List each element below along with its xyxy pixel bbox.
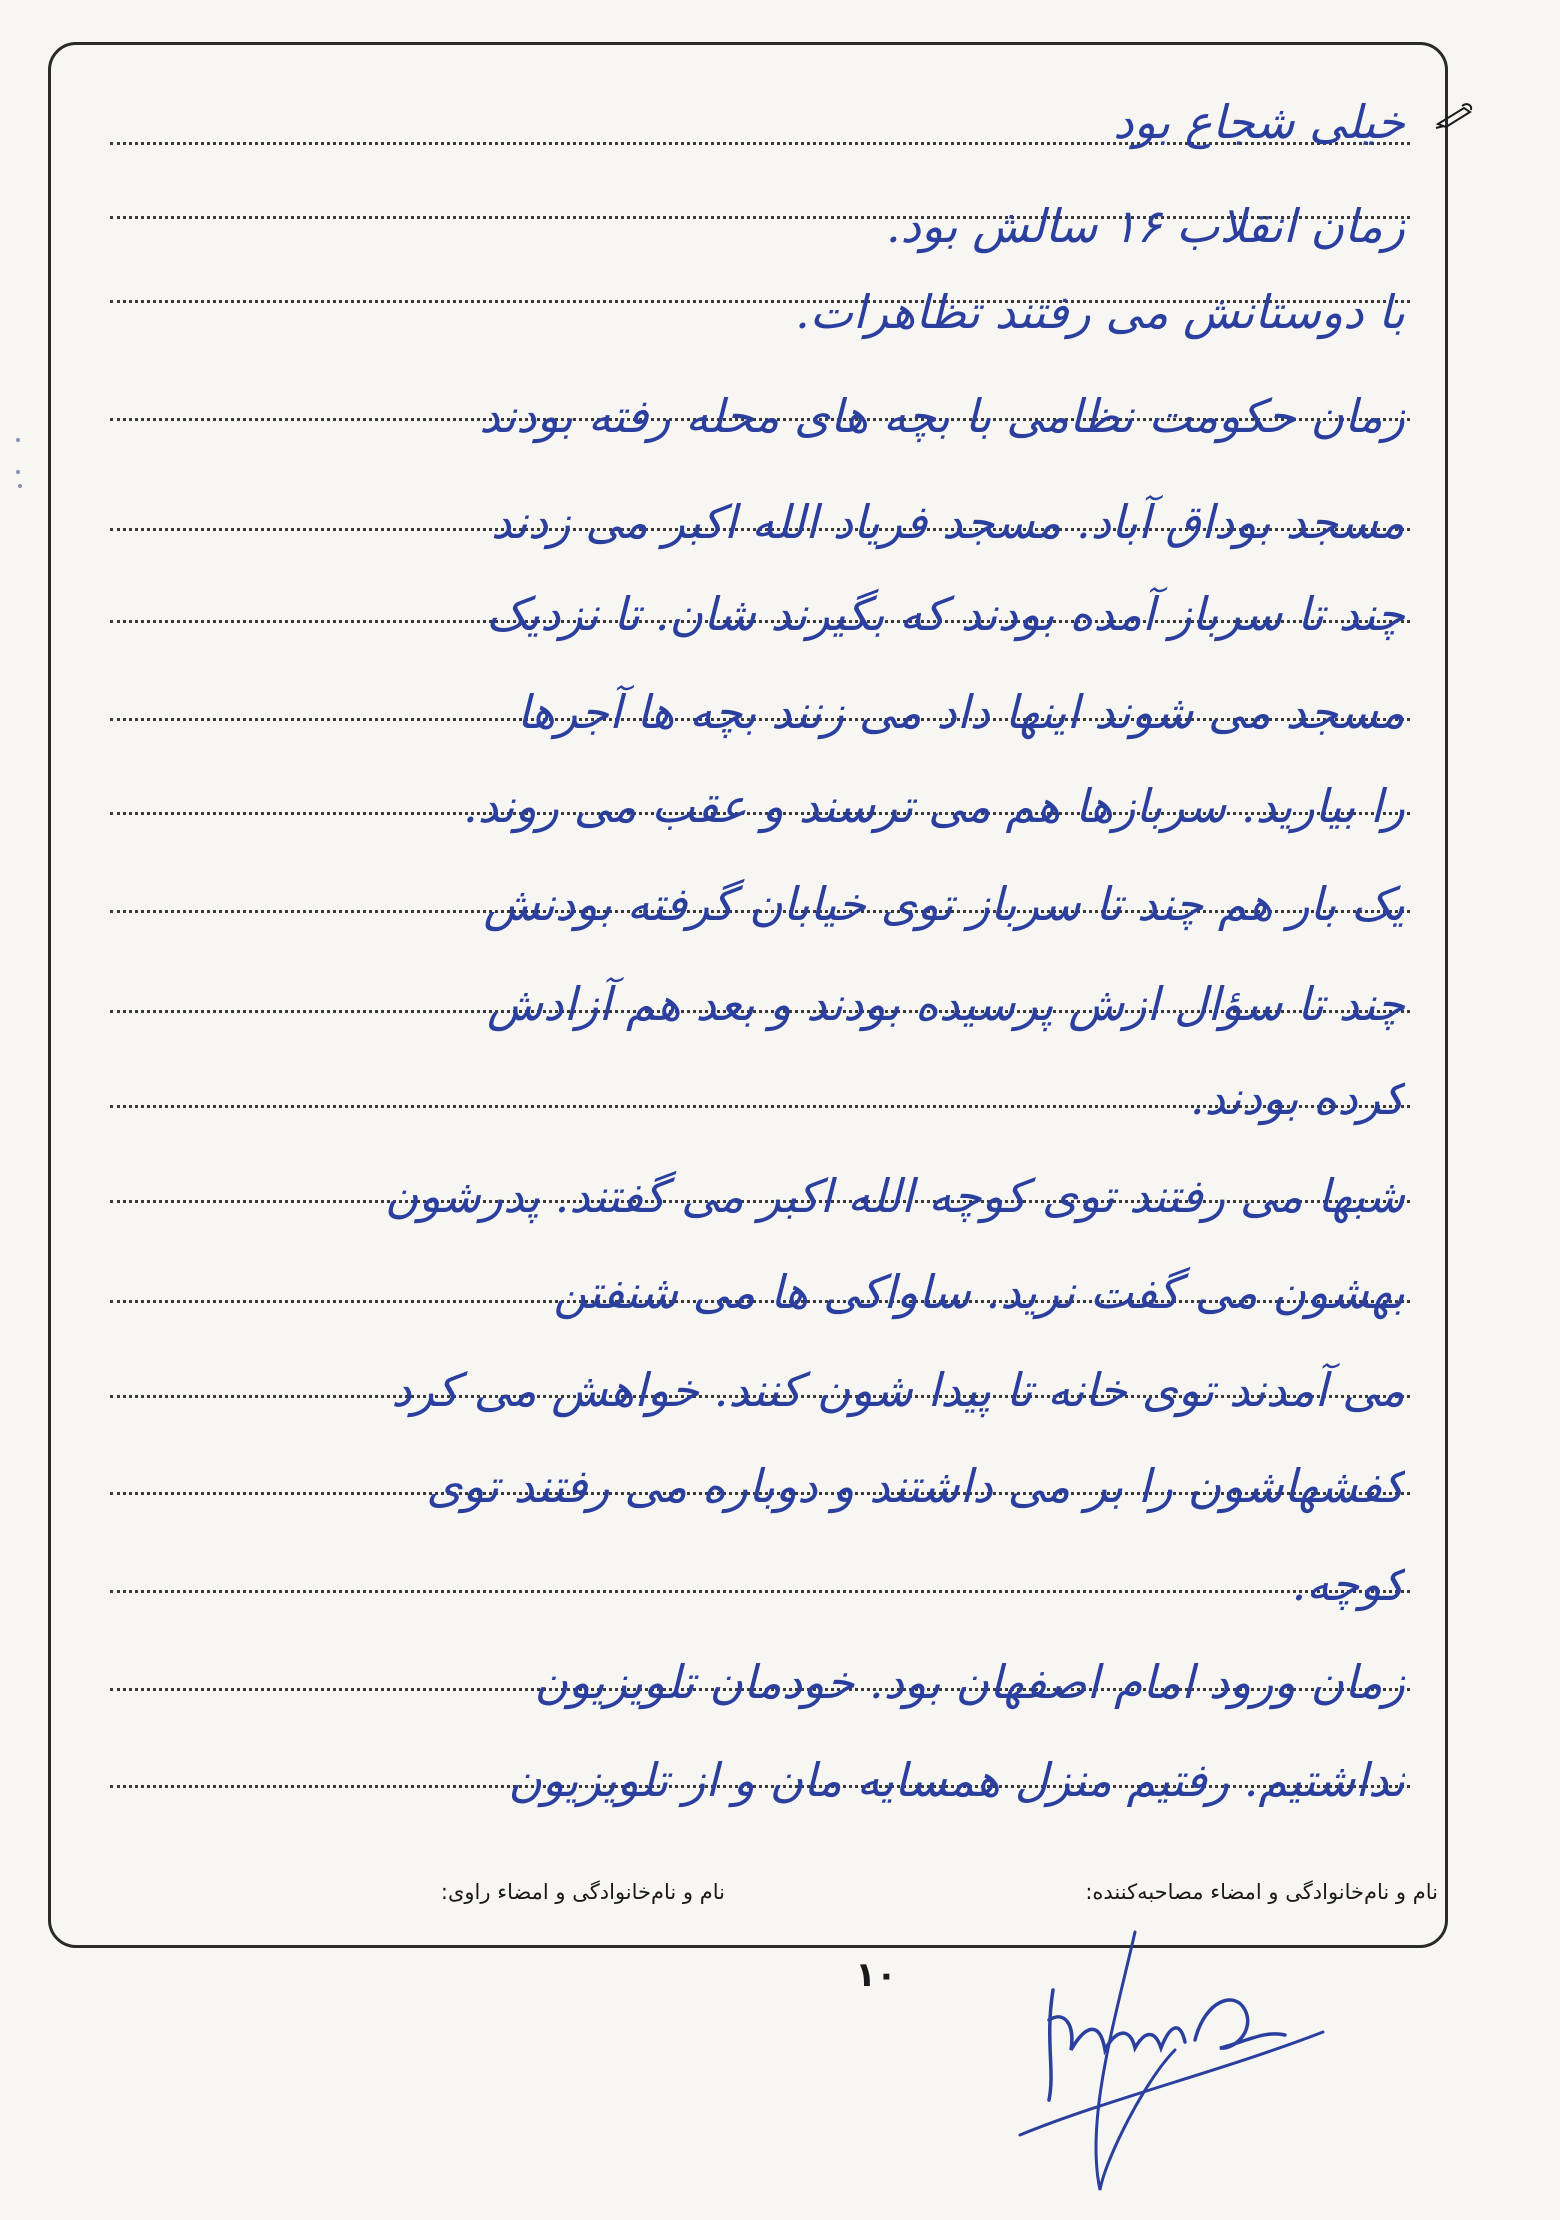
interviewer-signature-label: نام و نام‌خانوادگی و امضاء مصاحبه‌کننده: [1085,1880,1438,1904]
handwritten-line: مسجد می شوند اینها داد می زنند بچه ها آجرها [516,685,1405,739]
handwritten-line: بهشون می گفت نرید. ساواکی ها می شنفتن [553,1265,1405,1319]
handwritten-line: چند تا سؤال ازش پرسیده بودند و بعد هم آزادش [486,977,1405,1031]
handwritten-line: نداشتیم. رفتیم منزل همسایه مان و از تلویزیون [508,1753,1405,1807]
margin-speck [16,470,20,474]
handwritten-line: شبها می رفتند توی کوچه الله اکبر می گفتند. پدرشون [384,1169,1405,1223]
handwritten-line: می آمدند توی خانه تا پیدا شون کنند. خواهش می کرد [391,1363,1405,1417]
page-number: ۱۰ [855,1955,897,1995]
handwritten-line: زمان انقلاب ۱۶ سالش بود. [885,199,1405,253]
signature-icon [1005,1930,1325,2200]
handwritten-line: کوچه. [1291,1557,1405,1611]
handwritten-line: با دوستانش می رفتند تظاهرات. [795,285,1405,339]
handwritten-line: خیلی شجاع بود [1113,95,1405,149]
narrator-signature-label: نام و نام‌خانوادگی و امضاء راوی: [440,1880,725,1904]
handwritten-line: مسجد بوداق آباد. مسجد فریاد الله اکبر می زدند [490,495,1405,549]
margin-speck [16,438,20,442]
handwritten-line: چند تا سرباز آمده بودند که بگیرند شان. تا نزدیک [486,587,1405,641]
handwritten-line: زمان ورود امام اصفهان بود. خودمان تلویزیون [534,1655,1405,1709]
handwritten-line: کرده بودند. [1189,1071,1405,1125]
margin-speck [18,484,22,488]
handwritten-line: یک بار هم چند تا سرباز توی خیابان گرفته بودنش [483,877,1405,931]
handwritten-line: کفشهاشون را بر می داشتند و دوباره می رفتند توی [426,1459,1405,1513]
writing-hand-icon [1434,100,1474,130]
handwritten-line: را بیارید. سربازها هم می ترسند و عقب می روند. [463,779,1405,833]
handwritten-line: زمان حکومت نظامی با بچه های محله رفته بودند [479,389,1405,443]
